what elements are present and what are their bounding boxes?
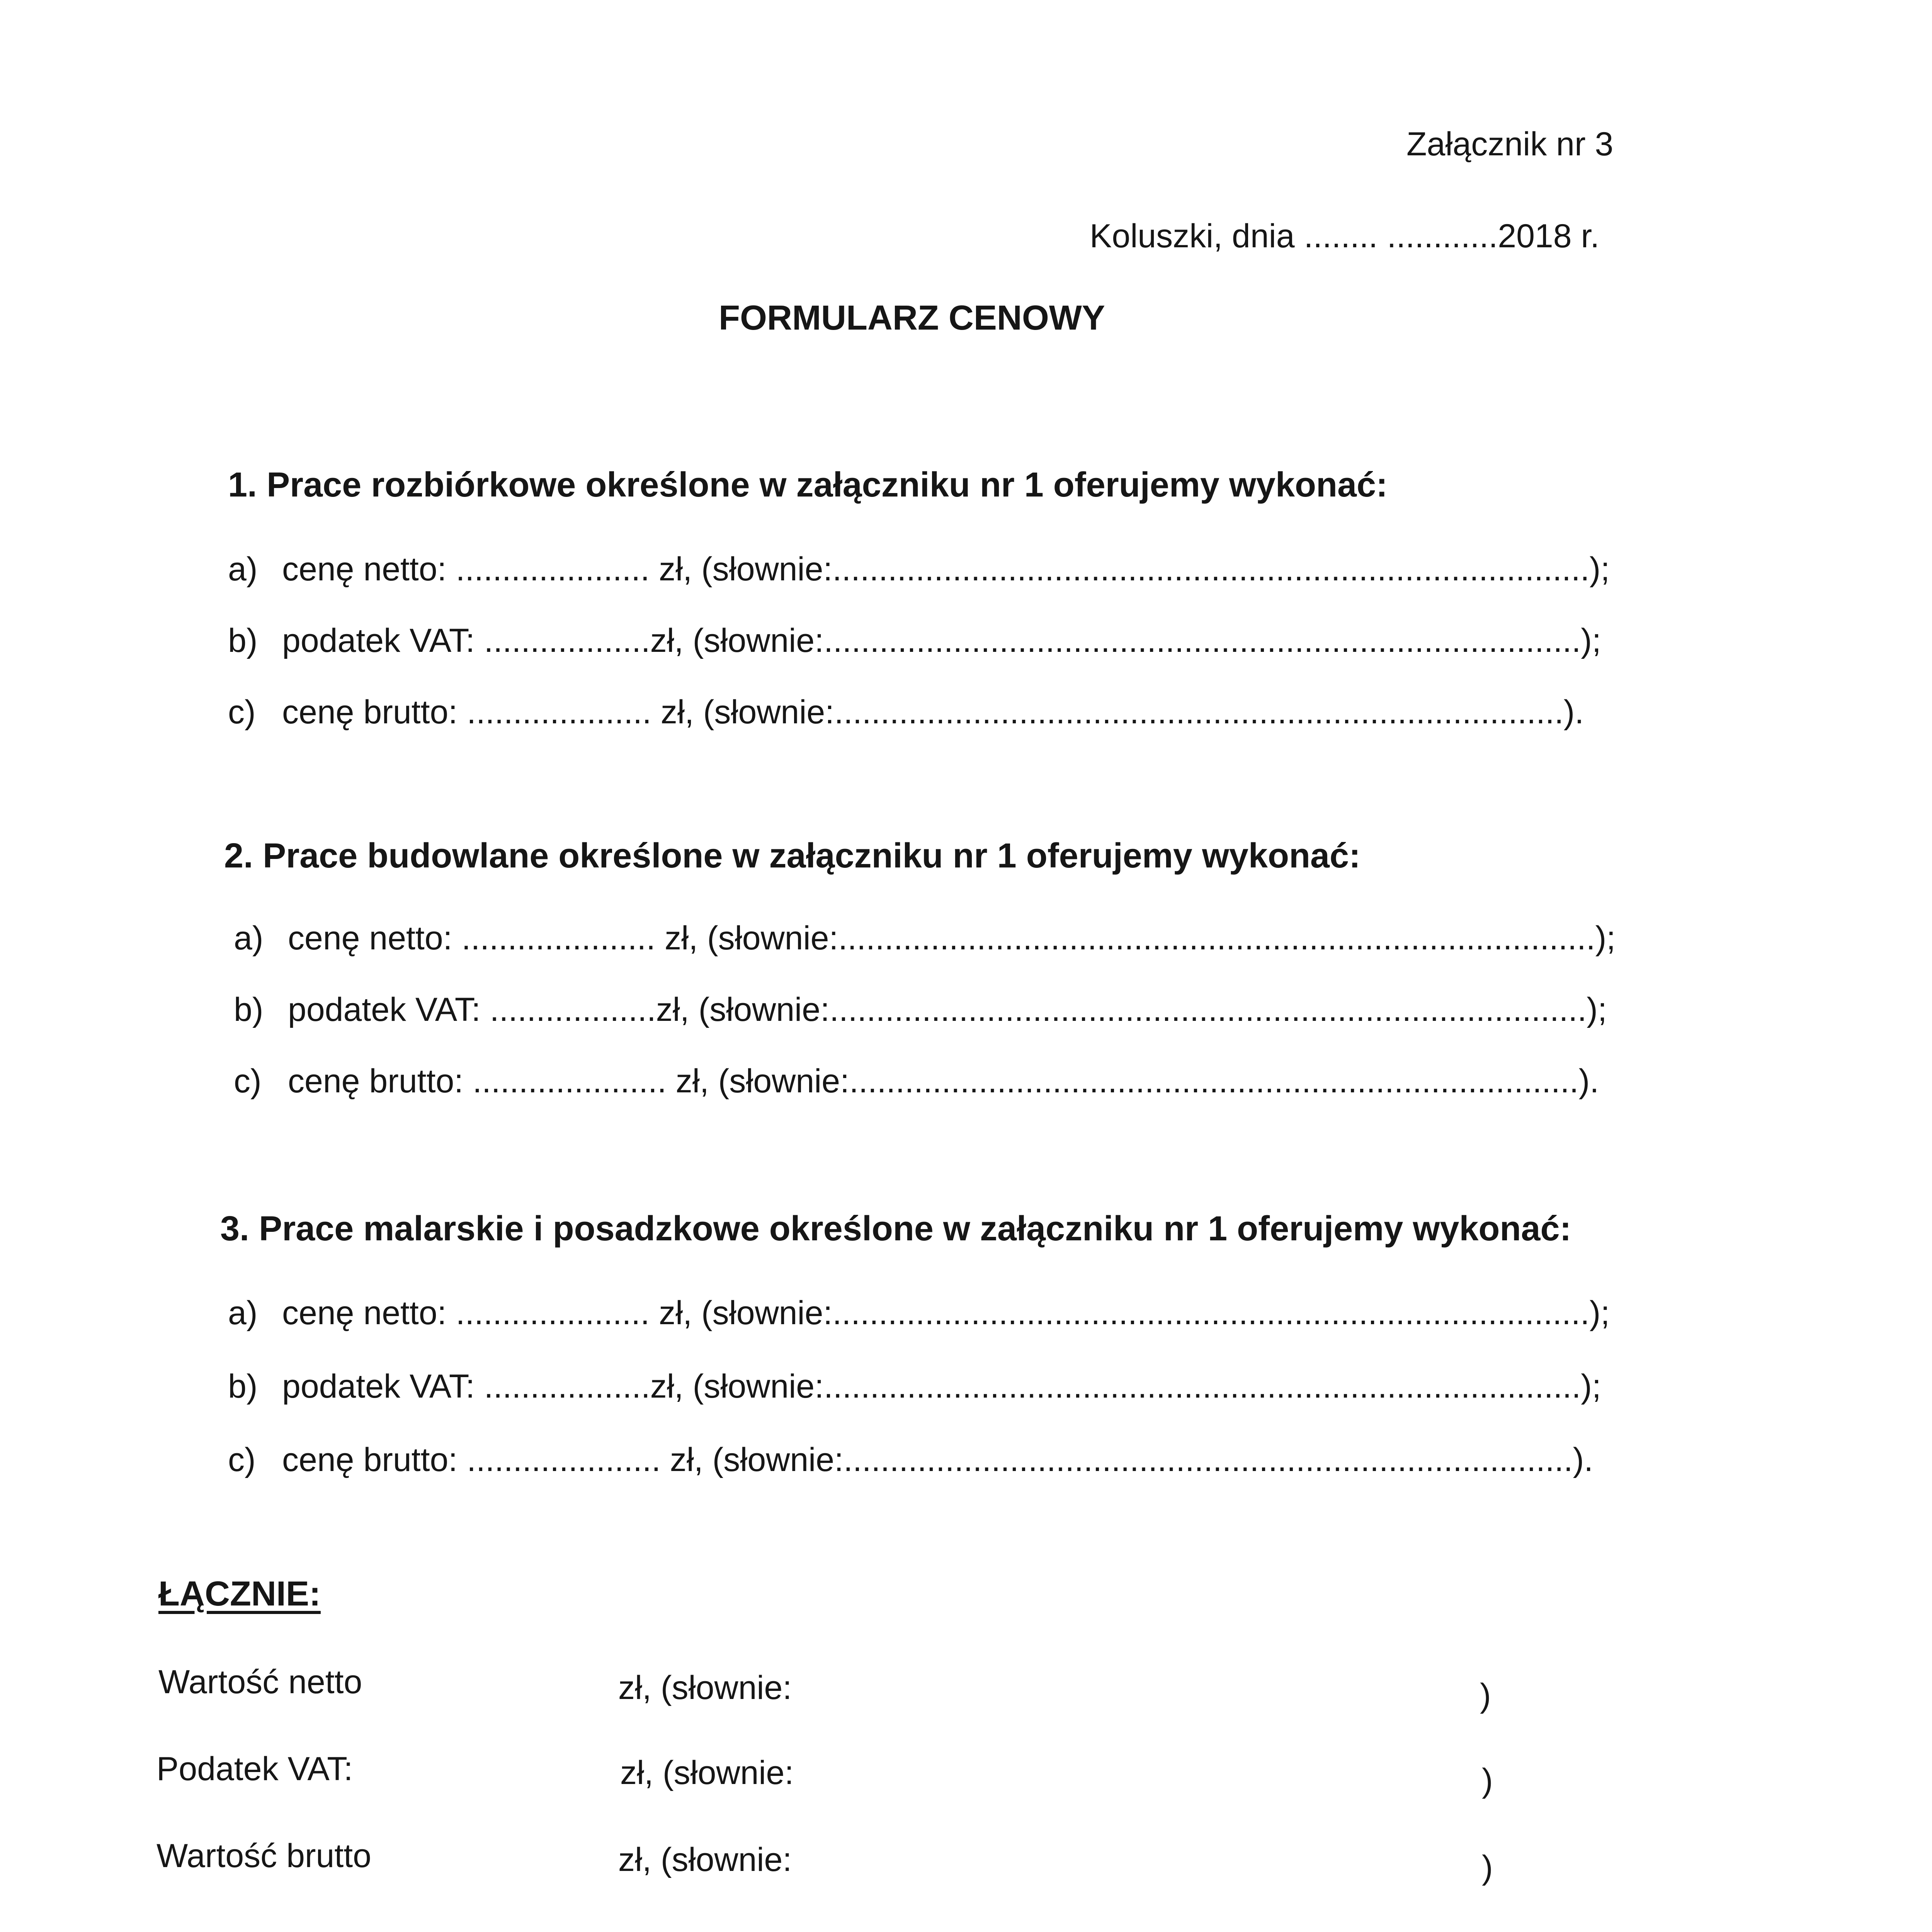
line-item bbox=[228, 624, 1601, 657]
line-item bbox=[228, 1296, 1610, 1330]
line-text: cenę netto: ..................... zł, (słownie:..................................................................................); bbox=[282, 1294, 1610, 1332]
line-text: cenę brutto: ..................... zł, (słownie:...............................................................................). bbox=[288, 1063, 1599, 1100]
line-marker: a) bbox=[234, 920, 264, 957]
total-close: ) bbox=[1480, 1677, 1491, 1714]
line-marker: b) bbox=[234, 991, 264, 1028]
line-marker: b) bbox=[228, 1368, 258, 1405]
line-text: podatek VAT: ..................zł, (słownie:..................................................................................); bbox=[282, 1368, 1601, 1405]
section-heading: 3. Prace malarskie i posadzkowe określone w załączniku nr 1 oferujemy wykonać: bbox=[220, 1209, 1571, 1248]
total-label: Wartość brutto bbox=[156, 1837, 371, 1874]
line-text: podatek VAT: ..................zł, (słownie:..................................................................................); bbox=[288, 991, 1607, 1028]
line-marker: b) bbox=[228, 622, 258, 659]
line-text: cenę brutto: ..................... zł, (słownie:...............................................................................). bbox=[282, 1441, 1594, 1478]
line-text: podatek VAT: ..................zł, (słownie:..................................................................................); bbox=[282, 622, 1601, 659]
total-label: Podatek VAT: bbox=[156, 1750, 353, 1787]
section-heading: 2. Prace budowlane określone w załączniku nr 1 oferujemy wykonać: bbox=[224, 837, 1361, 875]
line-item bbox=[228, 1370, 1601, 1403]
line-marker: a) bbox=[228, 551, 258, 588]
total-close: ) bbox=[1482, 1762, 1493, 1799]
line-marker: c) bbox=[228, 1441, 256, 1478]
total-words: zł, (słownie: bbox=[618, 1669, 792, 1706]
line-marker: c) bbox=[234, 1063, 262, 1100]
section-heading: 1. Prace rozbiórkowe określone w załączniku nr 1 oferujemy wykonać: bbox=[228, 466, 1388, 504]
line-text: cenę brutto: .................... zł, (słownie:...............................................................................). bbox=[282, 694, 1584, 731]
total-label: Wartość netto bbox=[158, 1663, 362, 1701]
attachment-label: Załącznik nr 3 bbox=[1406, 126, 1614, 163]
line-marker: a) bbox=[228, 1294, 258, 1332]
line-item bbox=[228, 1443, 1593, 1476]
line-item bbox=[228, 553, 1610, 586]
line-text: cenę netto: ..................... zł, (słownie:..................................................................................); bbox=[282, 551, 1610, 588]
line-item bbox=[228, 696, 1584, 729]
total-words: zł, (słownie: bbox=[620, 1754, 794, 1791]
total-close: ) bbox=[1482, 1849, 1493, 1886]
line-item bbox=[234, 993, 1607, 1026]
total-words: zł, (słownie: bbox=[618, 1841, 792, 1878]
line-item bbox=[234, 1065, 1599, 1098]
date-line: Koluszki, dnia ........ ............2018 r. bbox=[1090, 218, 1600, 255]
line-text: cenę netto: ..................... zł, (słownie:..................................................................................); bbox=[288, 920, 1616, 957]
totals-heading: ŁĄCZNIE: bbox=[158, 1575, 321, 1613]
line-marker: c) bbox=[228, 694, 256, 731]
line-item bbox=[234, 922, 1616, 955]
document-title: FORMULARZ CENOWY bbox=[719, 299, 1105, 337]
